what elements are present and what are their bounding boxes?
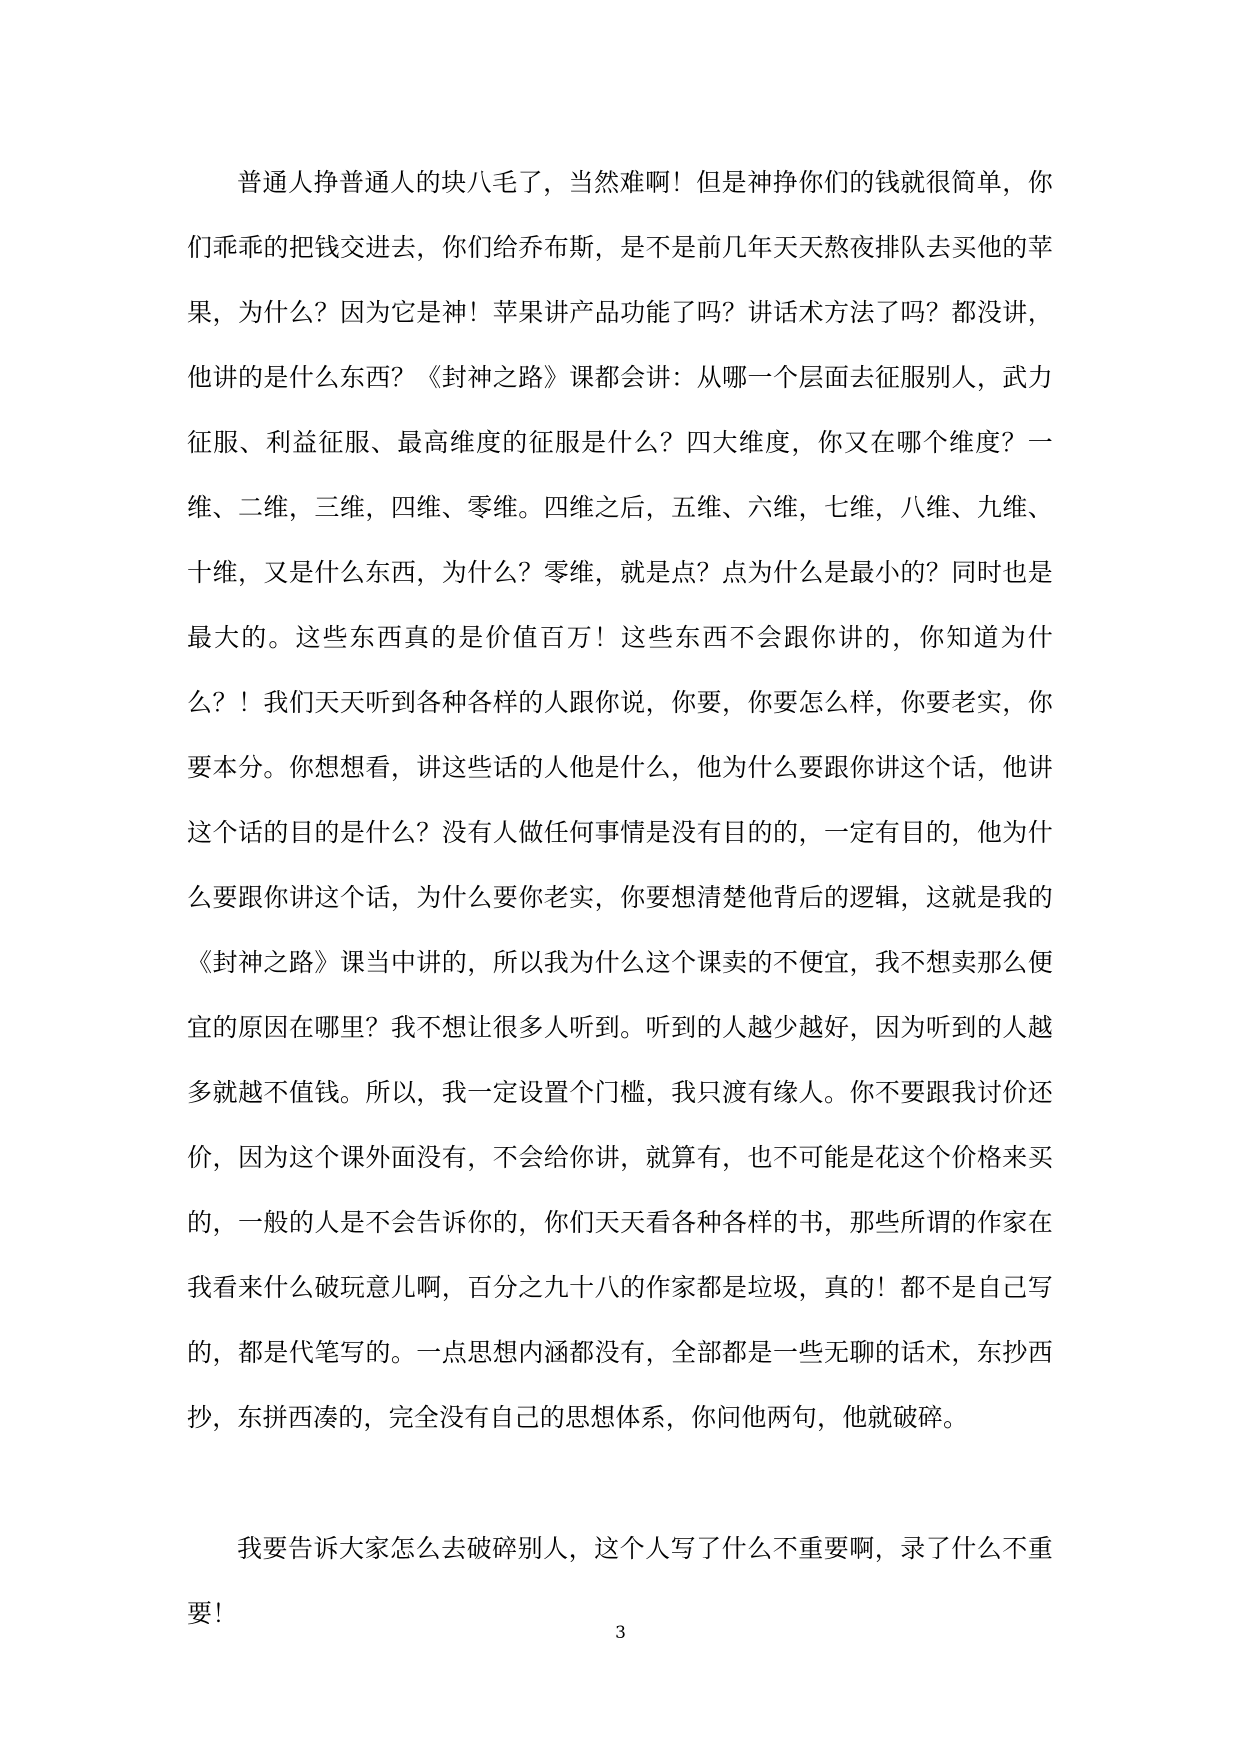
body-paragraph: 普通人挣普通人的块八毛了，当然难啊！但是神挣你们的钱就很简单，你们乖乖的把钱交进去，你们给乔布斯，是不是前几年天天熬夜排队去买他的苹果，为什么？因为它是神！苹果讲产品功能了吗？讲话术方法了吗？都没讲，他讲的是什么东西？《封神之路》课都会讲：从哪一个层面去征服别人，武力征服、利益征服、最高维度的征服是什么？四大维度，你又在哪个维度？一维、二维，三维，四维、零维。四维之后，五维、六维，七维，八维、九维、十维，又是什么东西，为什么？零维，就是点？点为什么是最小的？同时也是最大的。这些东西真的是价值百万！这些东西不会跟你讲的，你知道为什么？！我们天天听到各种各样的人跟你说，你要，你要怎么样，你要老实，你要本分。你想想看，讲这些话的人他是什么，他为什么要跟你讲这个话，他讲这个话的目的是什么？没有人做任何事情是没有目的的，一定有目的，他为什么要跟你讲这个话，为什么要你老实，你要想清楚他背后的逻辑，这就是我的《封神之路》课当中讲的，所以我为什么这个课卖的不便宜，我不想卖那么便宜的原因在哪里？我不想让很多人听到。听到的人越少越好，因为听到的人越多就越不值钱。所以，我一定设置个门槛，我只渡有缘人。你不要跟我讨价还价，因为这个课外面没有，不会给你讲，就算有，也不可能是花这个价格来买的，一般的人是不会告诉你的，你们天天看各种各样的书，那些所谓的作家在我看来什么破玩意儿啊，百分之九十八的作家都是垃圾，真的！都不是自己写的，都是代笔写的。一点思想内涵都没有，全部都是一些无聊的话术，东抄西抄，东拼西凑的，完全没有自己的思想体系，你问他两句，他就破碎。 bbox=[187, 168, 1053, 1432]
body-paragraph: 我要告诉大家怎么去破碎别人，这个人写了什么不重要啊，录了什么不重要！ bbox=[187, 1534, 1053, 1628]
page-number: 3 bbox=[615, 1623, 626, 1643]
